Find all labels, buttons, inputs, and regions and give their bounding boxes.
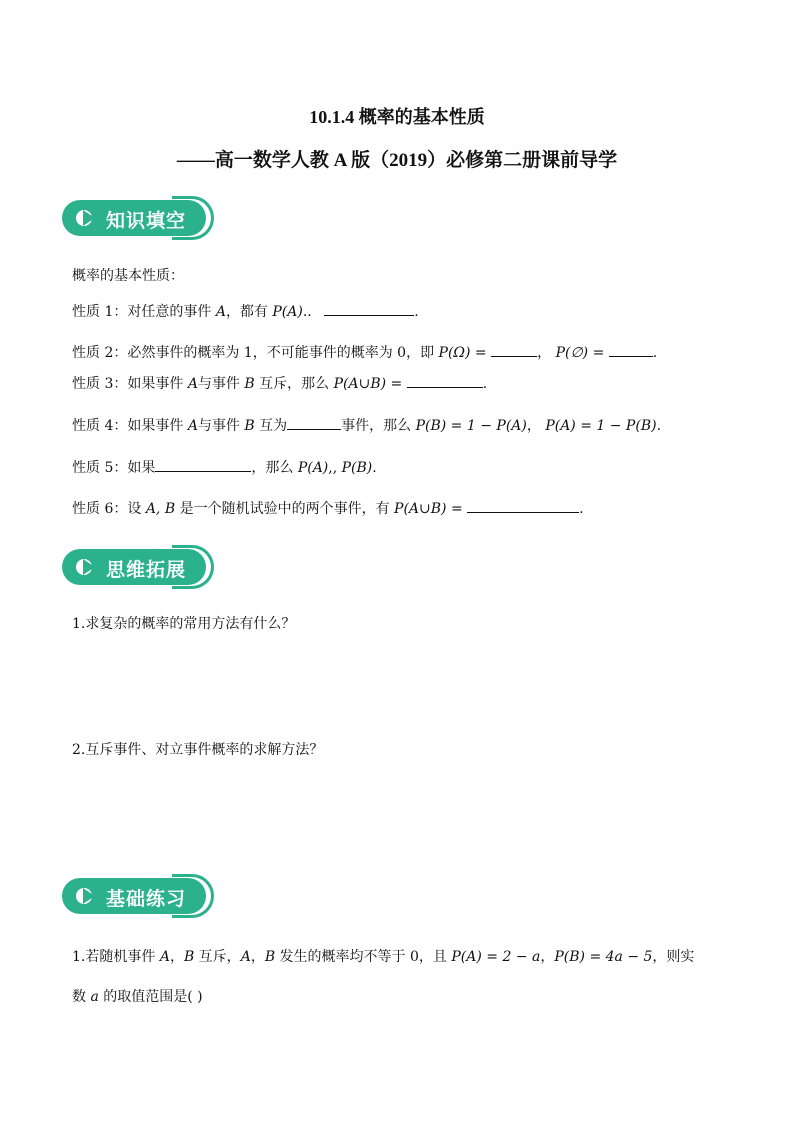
blank-field[interactable] — [609, 342, 653, 357]
exercise-1-line-1: 1.若随机事件 A，B 互斥，A，B 发生的概率均不等于 0，且 P(A) = 2 − a，P(B) = 4a − 5，则实 — [72, 949, 695, 965]
property-4: 性质 4：如果事件 A与事件 B 互为 事件，那么 P(B) = 1 − P(A)， P(A) = 1 − P(B). — [72, 415, 661, 436]
section-title: 思维拓展 — [106, 559, 187, 581]
blank-field[interactable] — [155, 457, 251, 472]
section-banner-practice — [62, 874, 212, 920]
property-1: 性质 1：对任意的事件 A，都有 P(A).. . — [72, 301, 419, 322]
doc-subtitle: ——高一数学人教 A 版（2019）必修第二册课前导学 — [176, 150, 618, 171]
question-1: 1.求复杂的概率的常用方法有什么？ — [72, 616, 296, 632]
blank-field[interactable] — [491, 342, 537, 357]
blank-field[interactable] — [287, 415, 341, 430]
question-2: 2.互斥事件、对立事件概率的求解方法？ — [72, 742, 324, 758]
play-icon — [83, 559, 95, 575]
property-6: 性质 6：设 A, B 是一个随机试验中的两个事件，有 P(A∪B) = . — [72, 498, 584, 519]
intro-line: 概率的基本性质： — [72, 268, 184, 284]
property-5: 性质 5：如果 ，那么 P(A),, P(B). — [72, 457, 377, 478]
section-banner-thinking — [62, 545, 212, 591]
property-3: 性质 3：如果事件 A与事件 B 互斥，那么 P(A∪B) = . — [72, 373, 487, 394]
section-title: 基础练习 — [106, 888, 187, 910]
blank-field[interactable] — [467, 498, 579, 513]
exercise-1-line-2: 数 a 的取值范围是( ) — [72, 989, 203, 1005]
section-banner-knowledge — [62, 196, 212, 242]
blank-field[interactable] — [407, 373, 483, 388]
play-icon — [83, 888, 95, 904]
property-2: 性质 2：必然事件的概率为 1，不可能事件的概率为 0，即 P(Ω) = ， P(∅) = . — [72, 342, 657, 363]
play-icon — [83, 210, 95, 226]
blank-field[interactable] — [324, 301, 414, 316]
section-title: 知识填空 — [106, 210, 187, 232]
doc-title: 10.1.4 概率的基本性质 — [309, 107, 485, 127]
